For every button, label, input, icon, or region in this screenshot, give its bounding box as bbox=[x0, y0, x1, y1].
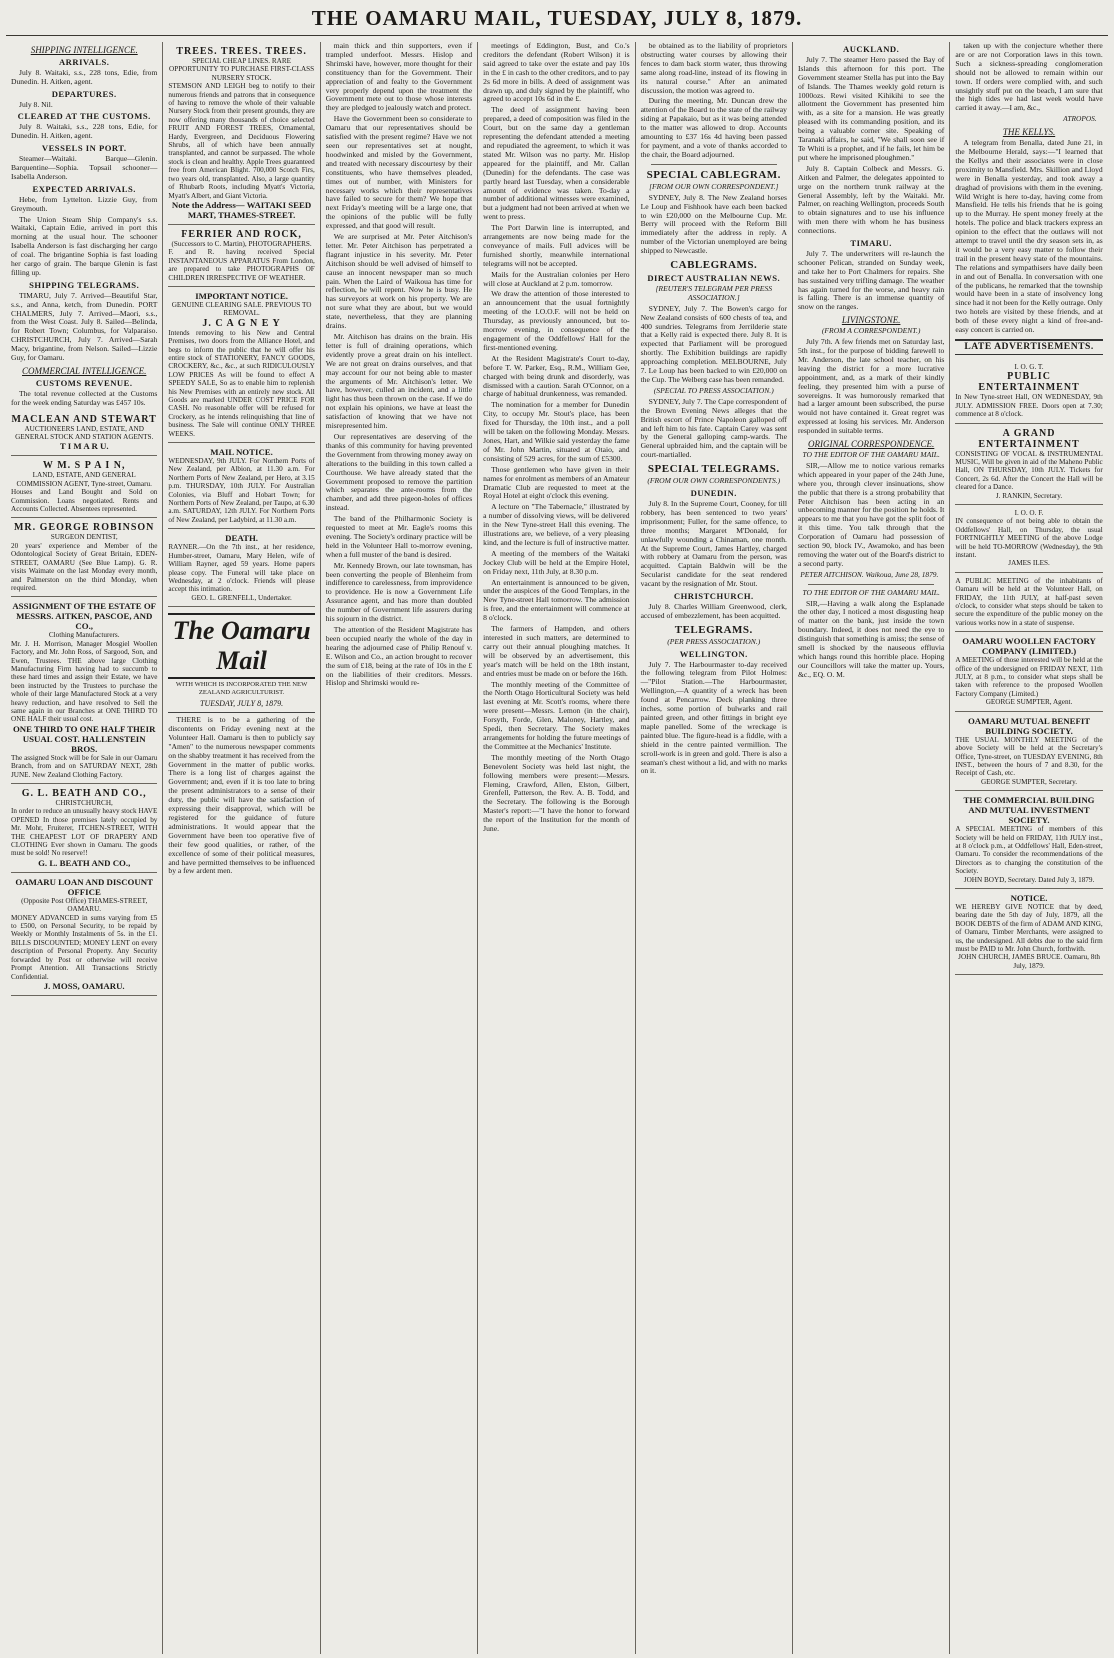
divider bbox=[651, 164, 777, 165]
ad-public-meeting bbox=[955, 573, 1102, 632]
ad-trees bbox=[168, 42, 314, 225]
shipping-notes: The Union Steam Ship Company's s.s. Waitaki, Captain Edie, arrived in port this morning at the usual hour. The schooner Isabella Anderson is fast discharging her cargo of coal. The brigantine Sophia is fast loading her cargo of grain. The barque Glenin is fast filling up. bbox=[11, 214, 158, 277]
leader-article: THERE is to be a gathering of the discontents on Friday evening next at the Volunteer Hall. Oamaru is then to publicly say "Amen" to the numerous newspaper comments on the shabby treatment it has received from the Government in the matter of public works. There is a long list of charges against the Government; and, even if it is too late to bring the present administrators to a sense of their duty, the public will have the satisfaction of expressing their disapproval, which will be registered for the guidance of future administrations. It would appear that the Government have been too operative five of their few good qualities, or rather, of the excellence of some of their political measures, and have permitted themselves to be influenced by a few ardent men. bbox=[168, 715, 315, 876]
dunedin-heading: DUNEDIN. bbox=[690, 488, 737, 499]
ad-body: In New Tyne-street Hall, ON WEDNESDAY, 9th JULY. ADMISSION FREE. Doors open at 7.30; commence at 8 o'clock. bbox=[955, 393, 1103, 419]
ad-mail-notice bbox=[168, 443, 314, 529]
ad-body: A PUBLIC MEETING of the inhabitants of Oamaru will be held at the Volunteer Hall, on FRIDAY, the 11th JULY, at half-past seven o'clock, to consider what steps should be taken to secure the expenditure of the public money on the various works now in a state of suspense. bbox=[955, 576, 1103, 627]
cleared-heading: CLEARED AT THE CUSTOMS. bbox=[17, 111, 151, 122]
letter-text: SIR,—Allow me to notice various remarks which appeared in your paper of the 24th June, where you, through clever insinuations, show the public that there is a strong probability that Peter Aitchison has been acting in an unbecoming manner for the position he holds. It appears to me that you have got the split foot of it this time. You talk through that the Corporation of Oamaru had possession of section 90, block IV., Awamoko, and has been removing the water out of the Board's district to a second party. bbox=[797, 460, 945, 568]
letter-text-2: SIR,—Having a walk along the Esplanade the other day, I noticed a most disgusting heap of matter on the bank, just inside the town boundary. Indeed, it does not need the eye to distinguish that something is amiss; the sense of smell is shocked by the nauseous effluvia which hangs round this horrible place. Hoping our Councillors will take the matter up. Yours, &c., EQ. O. M. bbox=[797, 598, 945, 679]
special-cablegram-text: SYDNEY, July 8. The New Zealand horses Le Loup and Fishhook have each been backed to win £20,000 on the Melbourne Cup. Mr. Berry will proceed with the Reform Bill immediately after the address in reply. A number of the Victorian unemployed are being shipped to Newcastle. bbox=[640, 192, 787, 256]
article-paragraph: The band of the Philharmonic Society is requested to meet at Mr. Eagle's rooms this evening. The Society's ordinary practice will be held in the Volunteer Hall to-morrow evening, when a full muster of the band is desired. bbox=[325, 514, 473, 559]
article-paragraph: The monthly meeting of the North Otago Benevolent Society was held last night, the following members were present:—Messrs. Fleming, Crawford, Allen, Elston, Gilbert, Grenfell, Patterson, the Rev. A. B. Todd, and the Secretary. The following is the Borough Master's report:—"I have the honor to forward the report of the Institution for the month of June. bbox=[483, 752, 630, 834]
ad-wm-spain bbox=[11, 456, 157, 518]
article-paragraph: An entertainment is announced to be given, under the auspices of the Good Templars, in the New Tyne-street Hall tomorrow. The admission is free, and the entertainment will commence at 8 o'clock. bbox=[483, 577, 630, 623]
article-paragraph: We draw the attention of those interested to an announcement that the usual fortnightly meeting of the I.O.O.F. will not be held on Thursday, as previously announced, but to-morrow evening, in consequence of the engagement of the Oddfellows' Hall for the first-mentioned evening. bbox=[483, 289, 630, 352]
ad-body: THE USUAL MONTHLY MEETING of the above Society will be held at the Secretary's Office, Tyne-street, on TUESDAY EVENING, 8th INST., between the hours of 7 and 8.30, for the Receipt of Cash, etc. bbox=[955, 735, 1103, 778]
ad-iogt-entertainment bbox=[955, 359, 1102, 424]
ad-title: MACLEAN AND STEWART bbox=[11, 413, 157, 425]
article-paragraph: The farmers of Hampden, and others interested in such matters, are determined to carry out their annual ploughing matches. It will be observed by an advertisement, this year's match will be held on the 18th instant, and entries must be made on or before the 16th. bbox=[483, 624, 630, 678]
ad-body: Intends removing to his New and Central Premises, two doors from the Alliance Hotel, and begs to inform the public that he will offer his entire stock of STATIONERY, FANCY GOODS, CROCKERY, &c., &c., at such RIDICULOUSLY LOW PRICES As will be found to effect A SPEEDY SALE, So as to enable him to replenish his New Premises with an entirely new stock. All Goods are marked UNDER COST PRICE FOR CASH. No reasonable offer will be refused for Crockery, as he intends relinquishing that line of business. The Sale will continue ONLY THREE WEEKS. bbox=[168, 328, 315, 438]
commercial-heading: COMMERCIAL INTELLIGENCE. bbox=[22, 366, 147, 376]
cablegrams-text: SYDNEY, July 7. The Bowen's cargo for New Zealand consists of 600 chests of tea, and 400 sundries. Telegrams from Jerrilderie state that a Kelly raid is expected there. July 8. It is expected that Parliament will be prorogued shortly. The Exhibition buildings are rapidly approaching completion. MELBOURNE, July 7. Le Loup has been backed to win £20,000 on the Cup. The Welberg case has been remanded. bbox=[640, 303, 787, 384]
letter-signature-3: ATROPOS. bbox=[1063, 114, 1097, 124]
ad-title: IMPORTANT NOTICE. bbox=[195, 290, 288, 301]
ad-beath-co bbox=[11, 784, 157, 873]
special-cablegram-sub: [FROM OUR OWN CORRESPONDENT.] bbox=[649, 181, 779, 191]
ad-bold: T I M A R U. bbox=[59, 441, 109, 452]
column-3 bbox=[321, 42, 478, 1654]
wellington-text: July 7. The Harbourmaster to-day received the following telegram from Pilot Holmes:—"Pilot Station.—The Harbourmaster, Wellington,—A quantity of a wreck has been found at Pencarrow. Deck planking three inches, some portion of bulwarks and rail painted green, and other fittings in bright eye maple panelled. Some of the wreckage is painted blue. The figure-head is a fiddle, with a shield in the centre painted vermillion. The scroll-work is in green and gold. There is also a seaman's chest without a lid, and with no marks on it. bbox=[640, 659, 787, 776]
ad-assignment-estate bbox=[11, 597, 157, 784]
livingstone-heading: LIVINGSTONE. bbox=[841, 315, 901, 326]
christchurch-text: July 8. Charles William Greenwood, clerk, accused of embezzlement, has been acquitted. bbox=[640, 601, 787, 620]
article-paragraph: be obtained as to the liability of proprietors obstructing water courses by allowing their fences to dam back storm water, thus throwing same along road-line, instead of its flowing in its natural course." After an animated discussion, the motion was agreed to. bbox=[640, 42, 787, 95]
columns bbox=[6, 42, 1108, 1654]
ad-body: WEDNESDAY, 9th JULY. For Northern Ports of New Zealand, per Albion, at 11.30 a.m. For Northern Ports of New Zealand, per Hero, at 3.15 p.m. THURSDAY, 10th JULY. For Australian Colonies, via Bluff and Hobart Town; for Northern Ports of New Zealand, per Taupo, at 6.30 a.m. SATURDAY, 12th JULY. For Northern Ports of New Zealand, per Ladybird, at 11.30 a.m. bbox=[168, 457, 315, 524]
ad-body: CONSISTING OF VOCAL & INSTRUMENTAL MUSIC, Will be given in aid of the Maheno Public Hall, ON THURSDAY, 10th JULY. Tickets for Concert, 2s 6d. After the Concert the Hall will be cleared for a Dance. bbox=[955, 449, 1103, 492]
ad-title: TREES. TREES. TREES. bbox=[176, 46, 307, 57]
article-paragraph: The deed of assignment having been prepared, a deed of composition was filed in the Court, but on the same day a gentleman representing the defendant attended a meeting and repudiated the agreement, to which it was stated Mr. Wilson was no party. Mr. Hislop appeared for the plaintiff, and Mr. Callan (Dunedin) for the defendants. The case was partly heard last Tuesday, when a considerable amount of evidence was taken. To-day a number of additional witnesses were examined, but a judgment had not been arrived at when we went to press. bbox=[483, 105, 630, 222]
ad-maclean-stewart bbox=[11, 410, 157, 457]
ad-title: THE COMMERCIAL BUILDING AND MUTUAL INVESTMENT SOCIETY. bbox=[963, 795, 1095, 826]
auckland-heading: AUCKLAND. bbox=[842, 44, 900, 54]
cleared-text: July 8. Waitaki, s.s., 228 tons, Edie, for Dunedin. H. Aitken, agent. bbox=[11, 122, 158, 141]
correspondence-heading: ORIGINAL CORRESPONDENCE. bbox=[807, 439, 935, 450]
ad-title: W M. S P A I N, bbox=[42, 460, 126, 472]
ad-subtitle: CHRISTCHURCH, bbox=[55, 799, 113, 807]
ad-body: STEMSON AND LEIGH beg to notify to their numerous friends and patrons that in consequence of having to remove the whole of their valuable Nursery Stock from their present grounds, they are now offering many thousands of choice selected FRUIT AND FOREST TREES, Ornamental, Hardy, Evergreen, and Deciduous Flowering Shrubs, all of which have been annually transplanted, and cannot be surpassed. The whole stock is clean and healthy. Apple Trees guaranteed free from American Blight. 700,000 Scotch Firs, two years old, transplanted. Also, a large quantity of Rhubarb Roots, including Myatt's Victoria, Myatt's Albert, and Giant Victoria. bbox=[168, 82, 315, 200]
letter-salutation: TO THE EDITOR OF THE OAMARU MAIL. bbox=[802, 449, 940, 459]
ad-loan-office bbox=[11, 873, 157, 996]
ad-header: I. O. O. F. bbox=[1014, 508, 1044, 517]
ad-body: RAYNER.—On the 7th inst., at her residence, Humber-street, Oamaru, Mary Helen, wife of William Rayner, aged 59 years. Home papers please copy. The Funeral will take place on Wednesday, at 2 o'clock. Friends will please accept this intimation. bbox=[168, 543, 315, 594]
divider bbox=[808, 584, 934, 585]
ad-title: MAIL NOTICE. bbox=[210, 447, 273, 458]
newspaper-logo bbox=[168, 613, 314, 697]
ad-signature: GEORGE SUMPTER, Secretary. bbox=[980, 777, 1078, 786]
ad-subtitle: SPECIAL CHEAP LINES. RARE OPPORTUNITY TO PURCHASE FIRST-CLASS NURSERY STOCK. bbox=[169, 57, 315, 82]
letter-signature: PETER AITCHISON. Waikoua, June 28, 1879. bbox=[800, 569, 939, 579]
ad-subtitle: LAND, ESTATE, AND GENERAL COMMISSION AGENT, Tyne-street, Oamaru. bbox=[16, 471, 152, 488]
livingstone-text: July 7th. A few friends met on Saturday last, 5th inst., for the purpose of bidding farewell to Mr. Anderson, the late school teacher, on his leaving the district for a more lucrative appointment, and, as a mark of their kindly feeling, they presented him with a purse of sovereigns. It was humorously remarked that had a larger amount been subscribed, the purse would not have contained it. Great regret was expressed at losing his services. Mr. Anderson responded in suitable terms. bbox=[797, 337, 945, 436]
ad-signature: GEORGE SUMPTER, Agent. bbox=[985, 698, 1073, 707]
ad-title: OAMARU MUTUAL BENEFIT BUILDING SOCIETY. bbox=[967, 715, 1091, 736]
ad-bold: J. MOSS, OAMARU. bbox=[43, 980, 125, 991]
cablegrams-text-2: SYDNEY, July 7. The Cape correspondent of the Brown Evening News alleges that the British escort of Prince Napoleon galloped off and left him to his fate. Captain Carey was sent by the General galloping camp-wards. The General upbraided him, and the captain will be court-martialled. bbox=[640, 396, 787, 460]
ad-death bbox=[168, 529, 314, 607]
timaru-heading: TIMARU. bbox=[850, 238, 892, 249]
ad-title: G. L. BEATH AND CO., bbox=[21, 788, 147, 799]
christchurch-heading: CHRISTCHURCH. bbox=[673, 591, 754, 602]
column-7 bbox=[950, 42, 1107, 1654]
ad-title: ASSIGNMENT OF THE ESTATE OF MESSRS. AITKEN, PASCOE, AND CO., bbox=[12, 601, 157, 632]
logo-text: The Oamaru Mail bbox=[168, 613, 314, 679]
ad-body: 20 years' experience and Member of the Odontological Society of Great Britain, EDEN-STREET, OAMARU (See Blue Lamp). G. R. visits Waimate on the last Monday every month, and Palmerston on the third Monday, when required. bbox=[11, 541, 158, 592]
arrivals-text: July 8. Waitaki, s.s., 228 tons, Edie, from Dunedin. H. Aitken, agent. bbox=[11, 67, 158, 86]
ad-ferrier-rock bbox=[168, 225, 314, 287]
ad-notice bbox=[955, 889, 1102, 975]
article-paragraph: Those gentlemen who have given in their names for enrolment as members of an Amateur Dramatic Club are requested to meet at the Royal Hotel at eight o'clock this evening. bbox=[483, 464, 630, 501]
livingstone-sub: (FROM A CORRESPONDENT.) bbox=[821, 326, 921, 336]
shipping-telegrams-text: TIMARU, July 7. Arrived—Beautiful Star, s.s., and Anna, ketch, from Dunedin. PORT CHALMERS, July 7. Arrived—Maori, s.s., from the West Coast. July 8. Sailed—Belinda, for Robert Town; Columbus, for Valparaiso. CHRISTCHURCH, July 7. Arrived—Sarah Macy, brigantine, from Nelson. Sailed—Lizzie Guy, for Oamaru. bbox=[11, 290, 158, 363]
article-paragraph: We are surprised at Mr. Peter Aitchison's letter. Mr. Peter Aitchison has perpetrated a flagrant injustice in his severity. Mr. Peter Aitchison should be well advised of himself to cause an innocent newspaper man so much pain. When the Laird of Waikoua has time for reflection, he will repent. Now he is busy. He has surveyors at work on his property. We are not sure what they are about, but we would state, nevertheless, that they are planning drains. bbox=[325, 232, 473, 331]
article-paragraph: The nomination for a member for Dunedin City, to occupy Mr. Stout's place, has been fixed for Thursday, the 10th inst., and a poll will be taken on the following Monday. Messrs. Jones, Hart, and Wilkie said yesterday the fame of Mr. John Martin, situated at Otaio, and consisting of 529 acres, for the sum of £5300. bbox=[483, 400, 630, 463]
telegrams-sub: (PER PRESS ASSOCIATION.) bbox=[667, 636, 761, 646]
article-paragraph: main thick and thin supporters, even if trampled underfoot. Messrs. Hislop and Shrimski have, however, more thought for their constituency than for the Government. Their appreciation of and fealty to the Government very properly depend upon the treatment the Government mete out to those whose interests they are pledged to jealously watch and protect. bbox=[325, 42, 473, 113]
logo-tagline: WITH WHICH IS INCORPORATED THE NEW ZEALAND AGRICULTURIST. bbox=[175, 681, 308, 697]
ad-title: OAMARU WOOLLEN FACTORY COMPANY (LIMITED.) bbox=[962, 636, 1096, 657]
kellys-text: A telegram from Benalla, dated June 21, in the Melbourne Herald, says:—"I learned that the Kellys and their associates were in close proximity to Mansfield. Mrs. Skillion and Lloyd were in Benalla yesterday, and took away a draghad of provisions with them in the evening. Wild Wright is here to-day, having come from Mansfield. He tells his friends that he is going up to the Murray. He spent money freely at the hotels. The police and black trackers express an opinion to the effect that the outlaws will not attempt to travel until the dry season sets in, as it would be a very easy matter to follow their trail in the present heavy state of the mountains. The relations and sympathisers have daily been in and out of Benalla. In conversation with one of the publicans, he remarked that the township would have been in a state of insolvency long since had it not been for the Kelly outrage. Only two hotels are visited by these friends, and at both of these every night a kind of free-and-easy concert is carried on. bbox=[955, 138, 1103, 335]
special-cablegram-heading: SPECIAL CABLEGRAM. bbox=[646, 168, 781, 181]
ad-body: A SPECIAL MEETING of members of this Society will be held on FRIDAY, 11th JULY inst., at 8 o'clock p.m., at Oddfellows' Hall, Eden-street, Oamaru. To consider the recommendations of the Directors as to changing the constitution of the Society. bbox=[955, 825, 1103, 876]
shipping-heading: SHIPPING INTELLIGENCE. bbox=[30, 45, 138, 55]
article-paragraph: meetings of Eddington, Bust, and Co.'s creditors the defendant (Robert Wilson) it is said agreed to take over the estate and pay 10s in the £ in cash to the other creditors, and to pay 2s 6d more in bills. A deed of assignment was drawn up, and duly signed by the plaintiff, who agreed to accept 10s 6d in the £. bbox=[483, 42, 630, 104]
ad-grand-entertainment bbox=[955, 424, 1102, 505]
article-paragraph: Mails for the Australian colonies per Hero will close at Auckland at 2 p.m. tomorrow. bbox=[483, 269, 630, 288]
ad-subtitle: AUCTIONEERS LAND, ESTATE, AND GENERAL STOCK AND STATION AGENTS. bbox=[15, 424, 154, 442]
ad-subtitle: GENUINE CLEARING SALE. PREVIOUS TO REMOVAL. bbox=[171, 300, 312, 318]
ad-title: OAMARU LOAN AND DISCOUNT OFFICE bbox=[15, 876, 153, 897]
ad-signature: JOHN BOYD, Secretary. Dated July 3, 1879. bbox=[963, 875, 1095, 884]
letter-continuation: taken up with the conjecture whether there are or are not Corporation laws in this town. Such a sickness-spreading conglomeration should not be allowed to remain within our town. If orders were complied with, and such unsightly stuff put on the beach, I am sure that the high tides we had last week would have carried it away.—I am, &c., bbox=[955, 42, 1103, 113]
ad-bold: J. C A G N E Y bbox=[202, 317, 281, 329]
ad-subtitle: (Successors to C. Martin), PHOTOGRAPHERS. bbox=[171, 239, 312, 248]
column-2 bbox=[163, 42, 320, 1654]
ad-title: MR. GEORGE ROBINSON bbox=[13, 522, 155, 534]
dunedin-text: July 8. In the Supreme Court, Cooney, for till robbery, has been sentenced to two years' imprisonment; Fuller, for the same offence, to three months; Margaret M'Donald, for unlawfully wounding a Chinaman, one month. At the Supreme Court, James Hartley, charged with robbery at Oamaru from the person, was acquitted. Captain Baldwin will be the Secularist candidate for the seat rendered vacant by the resignation of Mr. Stout. bbox=[640, 498, 787, 589]
ad-body: F. and R. having received Special INSTANTANEOUS APPARATUS From London, are prepared to take PHOTOGRAPHS OF CHILDREN IRRESPECTIVE OF WEATHER. bbox=[168, 248, 315, 282]
ad-robinson-dentist bbox=[11, 518, 157, 597]
ad-subtitle: SURGEON DENTIST, bbox=[50, 533, 118, 542]
masthead bbox=[0, 4, 1114, 34]
masthead-title: THE OAMARU MAIL, TUESDAY, JULY 8, 1879. bbox=[311, 6, 803, 30]
ad-title: FERRIER AND ROCK, bbox=[181, 228, 302, 240]
ad-subtitle: Clothing Manufacturers. bbox=[48, 631, 120, 640]
late-ads-heading: LATE ADVERTISEMENTS. bbox=[955, 339, 1102, 355]
ad-woollen-factory bbox=[955, 632, 1102, 711]
ad-title: DEATH. bbox=[225, 533, 258, 544]
cablegrams-note: [REUTER'S TELEGRAM PER PRESS ASSOCIATION.] bbox=[655, 283, 773, 302]
ad-bold: G. L. BEATH AND CO., bbox=[38, 857, 131, 868]
article-paragraph: Mr. Kennedy Brown, our late townsman, has been converting the people of Blenheim from indifference to carelessness, from improvidence to providence. He is now a Government Life Assurance agent, and has more than doubled the number of Government life assurers during his sojourn in the district. bbox=[325, 560, 473, 624]
ad-body: In order to reduce an unusually heavy stock HAVE OPENED In those premises lately occupied by Mr. Mohr, Fruiterer, ITCHEN-STREET, WITH THE CHEAPEST LOT OF DRAPERY AND CLOTHING Ever shown in Oamaru. The goods must be sold! No reserve!! bbox=[11, 807, 158, 858]
ad-body: A MEETING of those interested will be held at the office of the undersigned on FRIDAY NEXT, 11th JULY, at 8 p.m., to consider what steps shall be taken with reference to the proposed Woollen Factory Company (Limited.) bbox=[955, 656, 1103, 698]
article-paragraph: A lecture on "The Tabernacle," illustrated by a number of dissolving views, will be delivered in the New Tyne-street Hall this evening. The illustrations are, we believe, of a very pleasing kind, and the lecture is full of instructive matter. bbox=[483, 502, 630, 547]
ad-title: NOTICE. bbox=[1010, 892, 1048, 903]
special-telegrams-sub: (FROM OUR OWN CORRESPONDENTS.) bbox=[647, 476, 781, 486]
timaru-text: July 7. The underwriters will re-launch the schooner Pelican, stranded on Sunday week, and take her to Port Chalmers for repairs. She has sustained very trifling damage. The weather has again turned for the worse, and heavy rain is falling. There is an immense quantity of snow on the ranges. bbox=[797, 248, 945, 312]
column-5 bbox=[636, 42, 793, 1654]
ad-signature: J. RANKIN, Secretary. bbox=[995, 491, 1063, 500]
ad-signature: GEO. L. GRENFELL, Undertaker. bbox=[191, 593, 292, 602]
article-paragraph: The monthly meeting of the Committee of the North Otago Horticultural Society was held last evening at Mr. Scott's rooms, where there were present—Messrs. Lemon (in the chair), Forsyth, Forde, Glen, Maloney, Hartley, and Spedi, then Secretary. The Society makes arrangements for holding the future meetings of the Committee at the Mechanics' Institute. bbox=[483, 679, 630, 751]
ad-cagney bbox=[168, 287, 314, 443]
departures-heading: DEPARTURES. bbox=[51, 88, 117, 99]
ad-title: PUBLIC ENTERTAINMENT bbox=[978, 371, 1080, 394]
expected-heading: EXPECTED ARRIVALS. bbox=[32, 183, 136, 194]
wellington-heading: WELLINGTON. bbox=[679, 648, 748, 659]
ad-bold: Note the Address— WAITAKI SEED MART, THAMES-STREET. bbox=[171, 199, 312, 220]
column-4 bbox=[478, 42, 635, 1654]
article-paragraph: Have the Government been so considerate to Oamaru that our representatives should be satisfied with the present regime? Have we not seen our representatives set at nought, hoodwinked and misled by the Government, and treated with necessary discourtesy by their constituents, who have themselves pleaded, times out of number, with Ministers for necessary works which their representatives have failed to secure for them? We hope that next Friday's meeting will be a large one, that the opinions of the public will be fully expressed, and that good will result. bbox=[325, 114, 473, 231]
ad-signature: JAMES ILES. bbox=[1008, 559, 1050, 568]
ad-subtitle: (Opposite Post Office) THAMES-STREET, OAMARU. bbox=[21, 896, 148, 914]
special-telegrams-heading: SPECIAL TELEGRAMS. bbox=[647, 463, 780, 476]
shipping-telegrams-heading: SHIPPING TELEGRAMS. bbox=[29, 279, 140, 290]
ad-body: WE HEREBY GIVE NOTICE that by deed, bearing date the 5th day of July, 1879, all the BOOK DEBTS of the firm of ADAM AND KING, of Oamaru, Timber Merchants, were assigned to us, the undersigned. All debts due to the said firm must be PAID to Mr. John Church, forthwith. bbox=[955, 902, 1103, 953]
cablegrams-heading: CABLEGRAMS. bbox=[670, 259, 758, 272]
telegrams-heading: TELEGRAMS. bbox=[674, 623, 753, 636]
article-paragraph: Our representatives are deserving of the thanks of this community for having prevented the Government from throwing money away on alterations to the building in this town called a Courthouse. We have already stated that the Government proposed to remove the partition which separates the ante-rooms from the chamber, and add three pigeon-holes of offices instead. bbox=[325, 431, 473, 513]
vessels-text: Steamer—Waitaki. Barque—Glenin. Barquentine—Sophia. Topsail schooner—Isabella Anderson. bbox=[11, 154, 158, 181]
cablegrams-note-2: (SPECIAL TO PRESS ASSOCIATION.) bbox=[653, 385, 774, 395]
auckland-text: July 7. The steamer Hero passed the Bay of Islands this afternoon for this port. The Government steamer Stella has put into the Bay of Islands. The Thames weekly gold return is 1000ozs. Rewi visited Kihikihi to see the allotment the Government has presented him with, as a site for a mansion. He was greatly pleased with its commanding position, and its being a valuable corner site. Speaking of Taranaki affairs, he said, "We shall soon see if Te Whiti is a prophet, and if he fails, let him be put where he imprisoned ploughmen." bbox=[797, 54, 945, 162]
departures-text: July 8. Nil. bbox=[19, 99, 53, 109]
ad-body: IN consequence of not being able to obtain the Oddfellows' Hall, on Thursday, the usual FORTNIGHTLY MEETING of the above Lodge will be held TO-MORROW (Wednesday), the 9th instant. bbox=[955, 517, 1103, 559]
leader-dateline: TUESDAY, JULY 8, 1879. bbox=[168, 700, 314, 713]
kellys-heading: THE KELLYS. bbox=[1002, 127, 1056, 138]
expected-text: Hebe, from Lyttelton. Lizzie Guy, from Greymouth. bbox=[11, 194, 158, 213]
article-paragraph: The attention of the Resident Magistrate has been occupied nearly the whole of the day in hearing the adjourned case of Philip Renouf v. E. Wilson and Co., an action brought to recover the sum of £18, being at the rate of 10s in the £ on the liabilities of their creditors. Messrs. Hislop and Shrimski would re- bbox=[325, 625, 473, 688]
ad-title: A GRAND ENTERTAINMENT bbox=[978, 427, 1080, 450]
letter-salutation-2: TO THE EDITOR OF THE OAMARU MAIL. bbox=[802, 587, 940, 597]
ad-benefit-society bbox=[955, 712, 1102, 791]
customs-text: The total revenue collected at the Customs for the week ending Saturday was £457 10s. bbox=[11, 388, 158, 407]
column-1 bbox=[6, 42, 163, 1654]
auckland-text-2: July 8. Captain Colbeck and Messrs. G. Aitken and Palmer, the delegates appointed to urge on the northern trunk railway at the General Assembly, left by the Waitaki. Mr. Palmer, on reaching Wellington, proceeds South to obtain signatures and to use his influence with men there with whom he has business connections. bbox=[797, 163, 945, 236]
ad-commercial-building bbox=[955, 791, 1102, 889]
arrivals-heading: ARRIVALS. bbox=[58, 56, 110, 67]
cablegrams-subheading: DIRECT AUSTRALIAN NEWS. bbox=[647, 273, 781, 284]
ad-body: Houses and Land Bought and Sold on Commission. Loans negotiated. Rents and Accounts Collected. Absentees represented. bbox=[11, 488, 158, 514]
customs-heading: CUSTOMS REVENUE. bbox=[35, 377, 133, 388]
article-paragraph: Mr. Aitchison has drains on the brain. His letter is full of draining operations, which evidently prove a great drain on his intellect. We are not great on drains ourselves, and that may account for our not being able to master the arguments of Mr. Aitchison's letter. We have, however, culled an incident, and a little light has thus been thrown on the case. If we do not explain his opinions, we have at least the satisfaction of knowing that we have not misrepresented him. bbox=[325, 332, 473, 431]
ad-footer: The assigned Stock will be for Sale in our Oamaru Branch, from and on SATURDAY NEXT, 28th JUNE. New Zealand Clothing Factory. bbox=[11, 753, 158, 779]
vessels-heading: VESSELS IN PORT. bbox=[41, 143, 127, 154]
ad-body: MONEY ADVANCED in sums varying from £5 to £500, on Personal Security, to be repaid by Weekly or Monthly Instalments of 5s. in the £1. BILLS DISCOUNTED; MONEY LENT on every description of Personal Property. Any Security forwarded by Post or otherwise will receive Prompt Attention. All Transactions Strictly Confidential. bbox=[11, 913, 158, 981]
masthead-rule bbox=[6, 35, 1108, 36]
article-paragraph: At the Resident Magistrate's Court to-day, before T. W. Parker, Esq., R.M., William Gee, charged with being drunk and disorderly, was dismissed with a caution. Sarah O'Connor, on a charge of habitual drunkenness, was remanded. bbox=[483, 353, 630, 399]
ad-signature: JOHN CHURCH, JAMES BRUCE. Oamaru, 8th July, 1879. bbox=[958, 953, 1100, 970]
article-paragraph: A meeting of the members of the Waitaki Jockey Club will be held at the Empire Hotel, on Friday next, 11th July, at 8.30 p.m. bbox=[483, 548, 630, 576]
ad-iogf-meeting bbox=[955, 505, 1102, 573]
ad-header: I. O. G. T. bbox=[1014, 362, 1044, 371]
article-paragraph: The Port Darwin line is interrupted, and arrangements are now being made for the conveyance of mails. Full advices will be furnished shortly, meanwhile international telegrams will not be accepted. bbox=[483, 223, 630, 268]
article-paragraph: During the meeting, Mr. Duncan drew the attention of the Board to the state of the railway siding at Papakaio, but as it was being attended to the matter was allowed to drop. Accounts amounting to £37 16s 4d having been passed for payment, and a vote of thanks accorded to the chair, the Board adjourned. bbox=[640, 96, 787, 159]
column-6 bbox=[793, 42, 950, 1654]
ad-bold: ONE THIRD TO ONE HALF THEIR USUAL COST. HALLENSTEIN BROS. bbox=[12, 723, 156, 754]
ad-body: Mr. J. H. Morrison, Manager Mosgiel Woollen Factory, and Mr. John Ross, of Sargood, Son, and Ewen, Trustees. THE above large Clothing Manufacturing Firm having had to succumb to these hard times and assign their Estate, we have been instructed by the Trustees to purchase the whole of their large Manufactured Stock at a very heavy reduction, and have resolved to Sell the same again in our Branches at ONE THIRD TO ONE HALF their usual cost. bbox=[11, 639, 158, 724]
